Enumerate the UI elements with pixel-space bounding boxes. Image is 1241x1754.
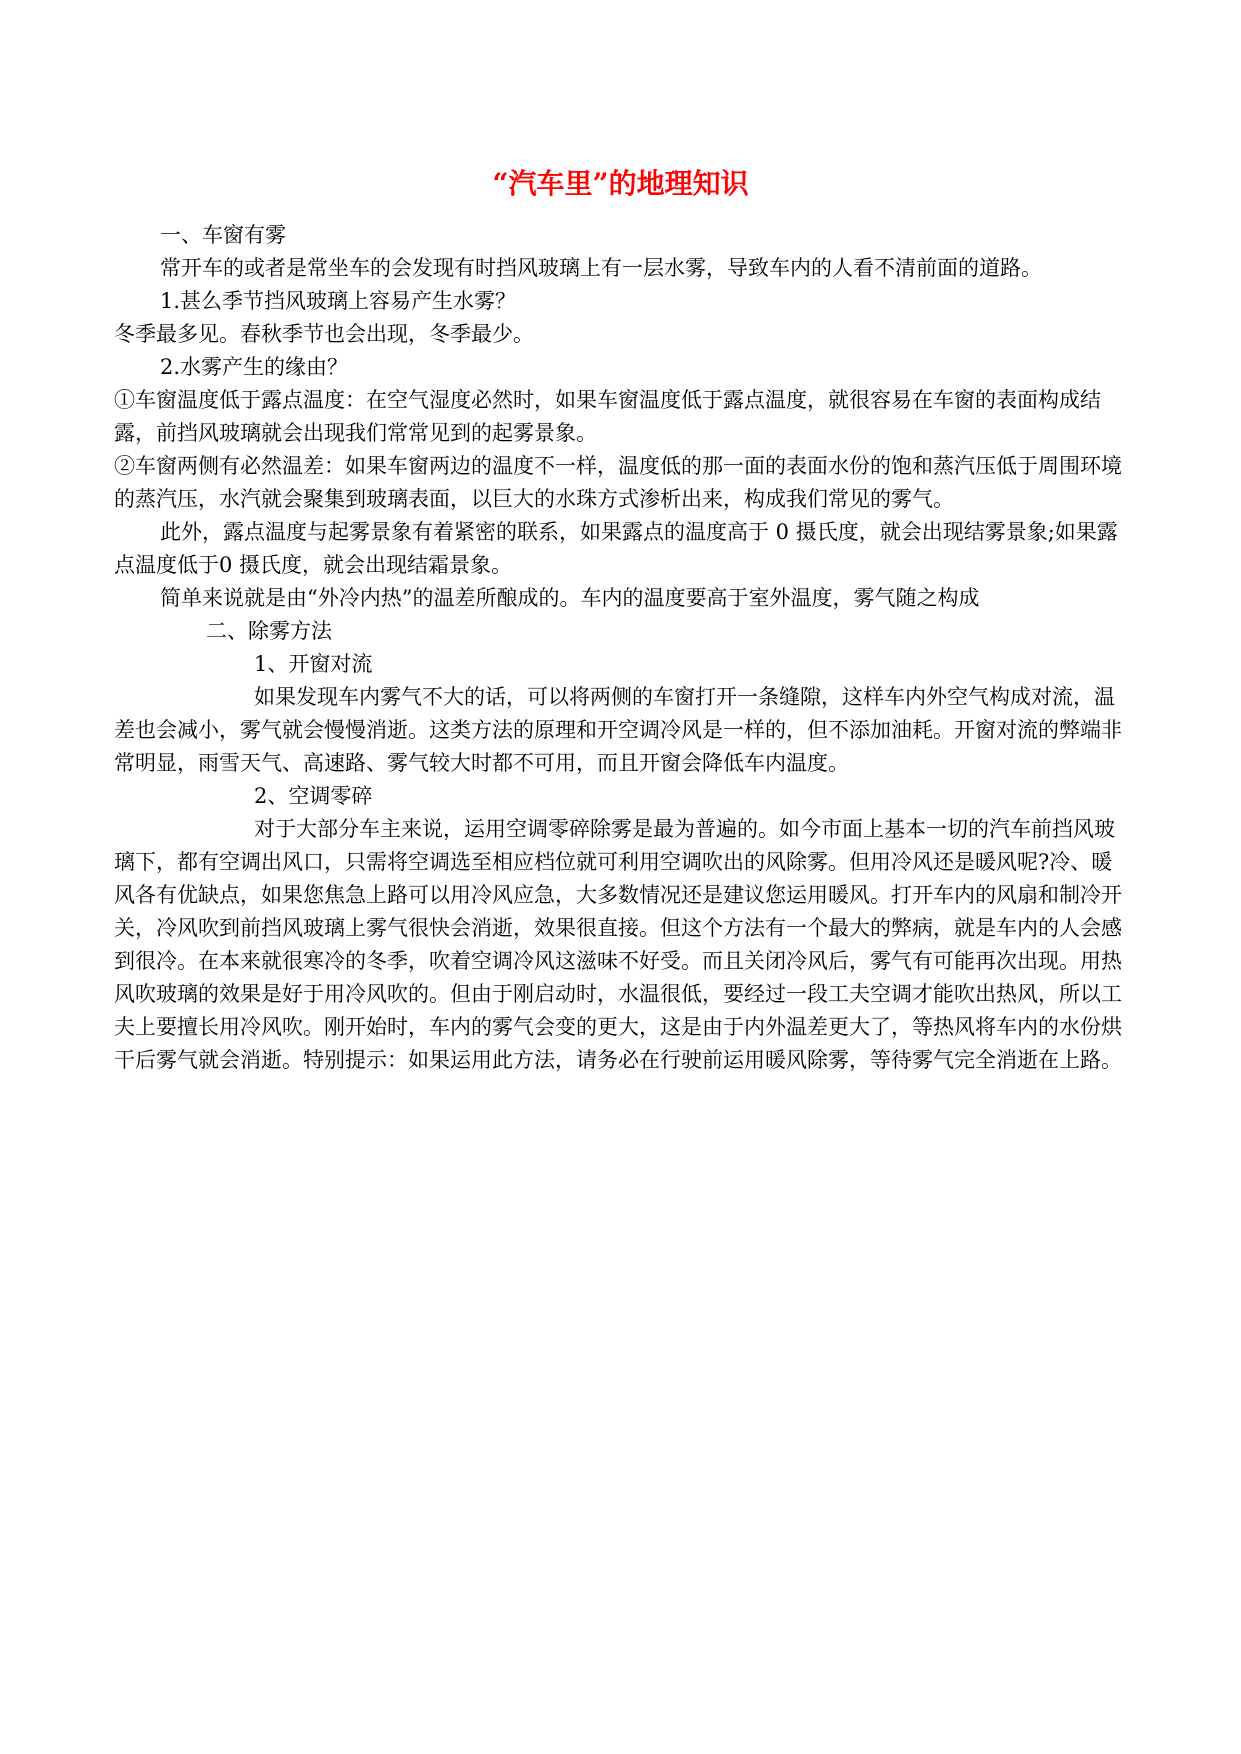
paragraph-ac-method: 对于大部分车主来说，运用空调零碎除雾是最为普遍的。如今市面上基本一切的汽车前挡风玻璃下，都有空调出风口，只需将空调选至相应档位就可利用空调吹出的风除雾。但用冷风还是暖风呢?冷、暖风各有优缺点，如果您焦急上路可以用冷风应急，大多数情况还是建议您运用暖风。打开车内的风扇和制冷开关，冷风吹到前挡风玻璃上雾气很快会消逝，效果很直接。但这个方法有一个最大的弊病，就是车内的人会感到很冷。在本来就很寒冷的冬季，吹着空调冷风这滋味不好受。而且关闭冷风后，雾气有可能再次出现。用热风吹玻璃的效果是好于用冷风吹的。但由于刚启动时，水温很低，要经过一段工夫空调才能吹出热风，所以工夫上要擅长用冷风吹。刚开始时，车内的雾气会变的更大，这是由于内外温差更大了，等热风将车内的水份烘干后雾气就会消逝。特别提示：如果运用此方法，请务必在行驶前运用暖风除雾，等待雾气完全消逝在上路。 — [114, 817, 1122, 1072]
section-heading-defog: 二、除雾方法 — [206, 619, 332, 643]
cause-item-2: ②车窗两侧有必然温差：如果车窗两边的温度不一样，温度低的那一面的表面水份的饱和蒸汽压低于周围环境的蒸汽压，水汽就会聚集到玻璃表面，以巨大的水珠方式渗析出来，构成我们常见的雾气。 — [114, 454, 1122, 511]
paragraph-window-method: 如果发现车内雾气不大的话，可以将两侧的车窗打开一条缝隙，这样车内外空气构成对流，温差也会减小，雾气就会慢慢消逝。这类方法的原理和开空调冷风是一样的，但不添加油耗。开窗对流的弊端非常明显，雨雪天气、高速路、雾气较大时都不可用，而且开窗会降低车内温度。 — [114, 685, 1122, 775]
method-heading-ac: 2、空调零碎 — [254, 784, 373, 808]
paragraph-summary: 简单来说就是由“外冷内热”的温差所酿成的。车内的温度要高于室外温度，雾气随之构成 — [160, 586, 980, 610]
paragraph-intro: 常开车的或者是常坐车的会发现有时挡风玻璃上有一层水雾，导致车内的人看不清前面的道路。 — [160, 256, 1042, 280]
method-heading-window: 1、开窗对流 — [254, 652, 373, 676]
question-cause: 2.水雾产生的缘由？ — [160, 355, 349, 379]
section-heading-fog: 一、车窗有雾 — [160, 223, 286, 247]
document-body — [114, 219, 1124, 1077]
cause-item-1: ①车窗温度低于露点温度：在空气湿度必然时，如果车窗温度低于露点温度，就很容易在车窗的表面构成结露，前挡风玻璃就会出现我们常常见到的起雾景象。 — [114, 388, 1101, 445]
document-title: “汽车里”的地理知识 — [492, 167, 749, 200]
paragraph-dew-point: 此外，露点温度与起雾景象有着紧密的联系，如果露点的温度高于 0 摄氏度，就会出现结雾景象;如果露点温度低于0 摄氏度，就会出现结霜景象。 — [114, 520, 1118, 577]
answer-season: 冬季最多见。春秋季节也会出现，冬季最少。 — [114, 322, 534, 346]
question-season: 1.甚么季节挡风玻璃上容易产生水雾？ — [160, 289, 517, 313]
